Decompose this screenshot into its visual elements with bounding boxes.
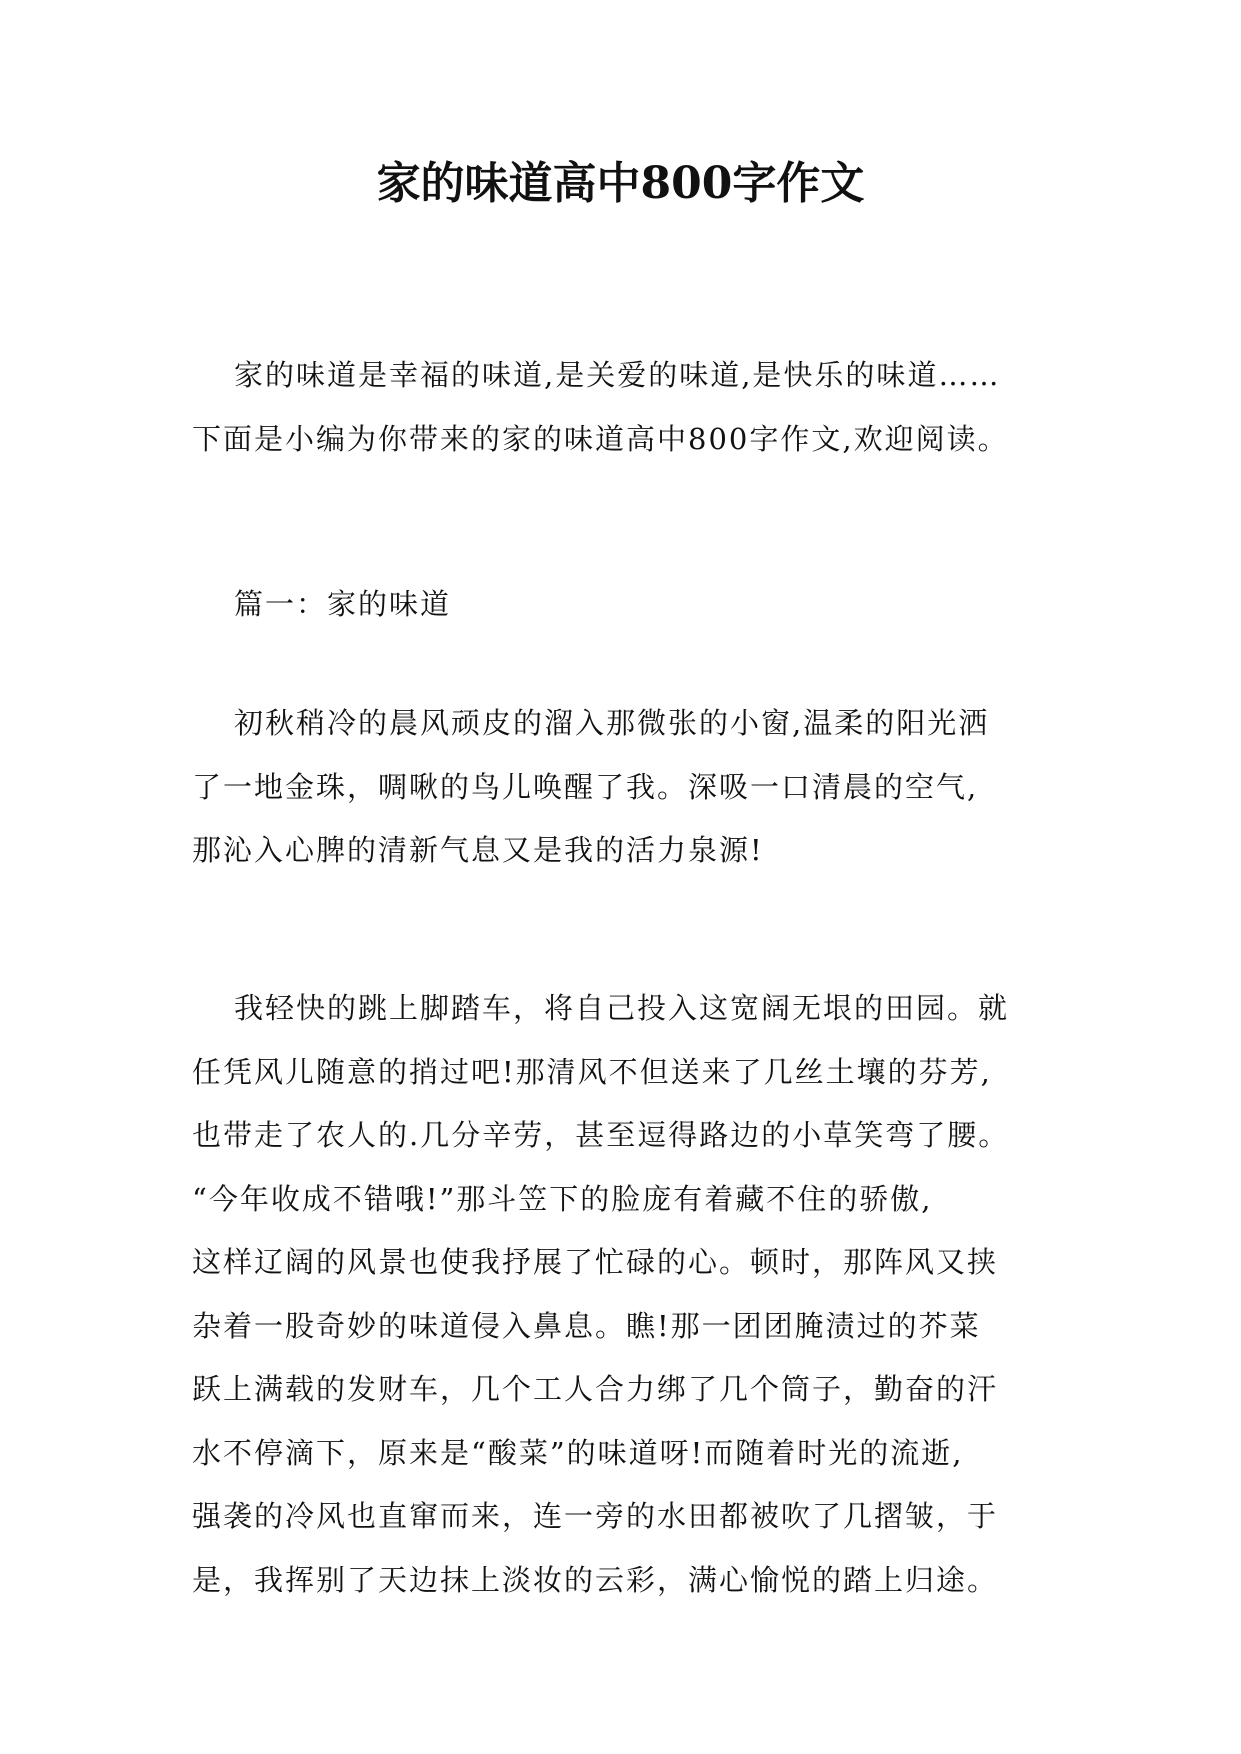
section-title-text: 篇一：家的味道 <box>234 587 452 621</box>
paragraph-line: 强袭的冷风也直窜而来，连一旁的水田都被吹了几摺皱，于 <box>192 1499 999 1533</box>
paragraph-line: 是，我挥别了天边抹上淡妆的云彩，满心愉悦的踏上归途。 <box>192 1562 999 1597</box>
paragraph-line: “今年收成不错哦!”那斗笠下的脸庞有着藏不住的骄傲, <box>192 1181 933 1216</box>
body-paragraph-2 <box>192 977 1092 1612</box>
paragraph-line: 初秋稍冷的晨风顽皮的溜入那微张的小窗,温柔的阳光洒 <box>234 706 990 740</box>
paragraph-line: 那沁入心脾的清新气息又是我的活力泉源! <box>192 833 764 867</box>
paragraph-line: 任凭风儿随意的捎过吧!那清风不但送来了几丝土壤的芬芳, <box>192 1054 992 1089</box>
paragraph-line: 我轻快的跳上脚踏车，将自己投入这宽阔无垠的田园。就 <box>234 991 1010 1025</box>
paragraph-line: 水不停滴下，原来是“酸菜”的味道呀!而随着时光的流逝, <box>192 1435 964 1470</box>
paragraph-line: 跃上满载的发财车，几个工人合力绑了几个筒子，勤奋的汗 <box>192 1372 999 1406</box>
paragraph-line: 了一地金珠，啁啾的鸟儿唤醒了我。深吸一口清晨的空气, <box>192 769 979 804</box>
document-title: 家的味道高中800字作文 <box>376 158 865 209</box>
intro-line: 下面是小编为你带来的家的味道高中800字作文,欢迎阅读。 <box>192 421 1009 456</box>
section-heading <box>192 573 1092 637</box>
intro-paragraph <box>192 344 1092 471</box>
paragraph-line: 也带走了农人的.几分辛劳，甚至逗得路边的小草笑弯了腰。 <box>192 1118 1010 1152</box>
paragraph-line: 这样辽阔的风景也使我抒展了忙碌的心。顿时，那阵风又挟 <box>192 1245 999 1279</box>
body-paragraph-1 <box>192 692 1092 883</box>
intro-line: 家的味道是幸福的味道,是关爱的味道,是快乐的味道…… <box>234 358 1001 392</box>
paragraph-line: 杂着一股奇妙的味道侵入鼻息。瞧!那一团团腌渍过的芥菜 <box>192 1308 981 1343</box>
